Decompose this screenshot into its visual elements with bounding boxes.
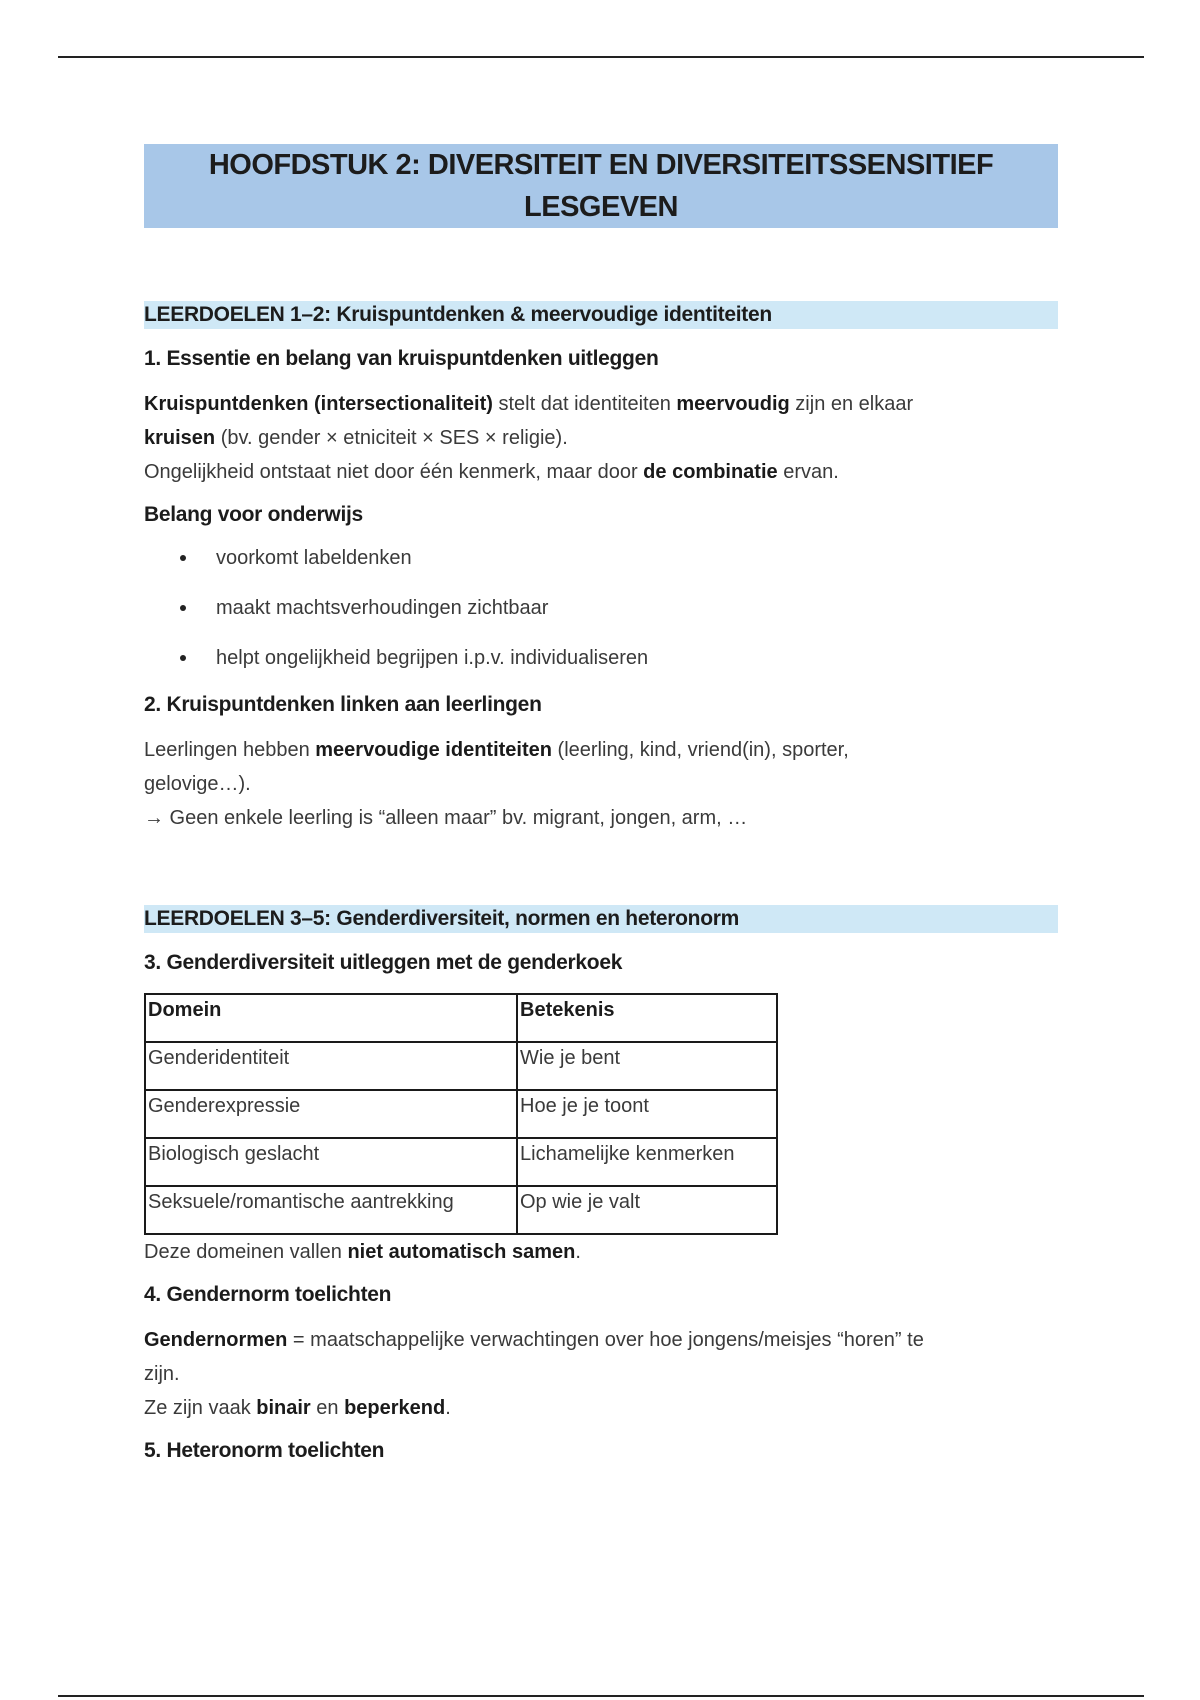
list-item: maakt machtsverhoudingen zichtbaar — [144, 593, 1058, 643]
paragraph-leerlingen: Leerlingen hebben meervoudige identiteiten (leerling, kind, vriend(in), sporter, gelovige…). → Geen enkele leerling is “alleen maar” bv. migrant, jongen, arm, … — [144, 739, 849, 829]
table-row — [145, 1090, 777, 1138]
top-rule — [58, 56, 1144, 58]
heading-5: 5. Heteronorm toelichten — [144, 1439, 385, 1462]
heading-4: 4. Gendernorm toelichten — [144, 1283, 392, 1306]
table-header-cell: Domein — [145, 994, 517, 1042]
table-cell: Lichamelijke kenmerken — [517, 1138, 777, 1186]
heading-3: 3. Genderdiversiteit uitleggen met de genderkoek — [144, 951, 623, 974]
table-cell: Hoe je je toont — [517, 1090, 777, 1138]
table-cell: Wie je bent — [517, 1042, 777, 1090]
list-item: helpt ongelijkheid begrijpen i.p.v. individualiseren — [144, 643, 1058, 693]
table-cell: Genderexpressie — [145, 1090, 517, 1138]
chapter-title — [144, 144, 1058, 228]
bottom-rule — [58, 1695, 1144, 1697]
belang-heading: Belang voor onderwijs — [144, 503, 363, 526]
table-row — [145, 1138, 777, 1186]
bullet-icon — [180, 655, 186, 661]
table-cell: Biologisch geslacht — [145, 1138, 517, 1186]
chapter-title-line2: LESGEVEN — [524, 191, 678, 223]
section-band-1: LEERDOELEN 1–2: Kruispuntdenken & meervoudige identiteiten — [144, 301, 1058, 329]
section-band-2: LEERDOELEN 3–5: Genderdiversiteit, normen en heteronorm — [144, 905, 1058, 933]
table-row — [145, 1042, 777, 1090]
paragraph-domeinen: Deze domeinen vallen niet automatisch samen. — [144, 1241, 581, 1263]
heading-2: 2. Kruispuntdenken linken aan leerlingen — [144, 693, 542, 716]
table-row — [145, 1186, 777, 1234]
bullet-icon — [180, 605, 186, 611]
paragraph-gendernormen: Gendernormen = maatschappelijke verwachtingen over hoe jongens/meisjes “horen” te zijn. Ze zijn vaak binair en beperkend. — [144, 1329, 924, 1419]
paragraph-kruispuntdenken: Kruispuntdenken (intersectionaliteit) stelt dat identiteiten meervoudig zijn en elkaar kruisen (bv. gender × etniciteit × SES × religie). Ongelijkheid ontstaat niet door één kenmerk, maar door de combinatie ervan. — [144, 393, 914, 483]
table-cell: Genderidentiteit — [145, 1042, 517, 1090]
table-cell: Seksuele/romantische aantrekking — [145, 1186, 517, 1234]
table-header-cell: Betekenis — [517, 994, 777, 1042]
belang-list — [144, 543, 1058, 693]
bullet-icon — [180, 555, 186, 561]
document-body — [144, 144, 1058, 1463]
heading-1: 1. Essentie en belang van kruispuntdenken uitleggen — [144, 347, 659, 370]
table-header-row — [145, 994, 777, 1042]
genderkoek-table — [144, 993, 778, 1235]
table-cell: Op wie je valt — [517, 1186, 777, 1234]
chapter-title-line1: HOOFDSTUK 2: DIVERSITEIT EN DIVERSITEITSSENSITIEF — [208, 149, 994, 181]
list-item: voorkomt labeldenken — [144, 543, 1058, 593]
